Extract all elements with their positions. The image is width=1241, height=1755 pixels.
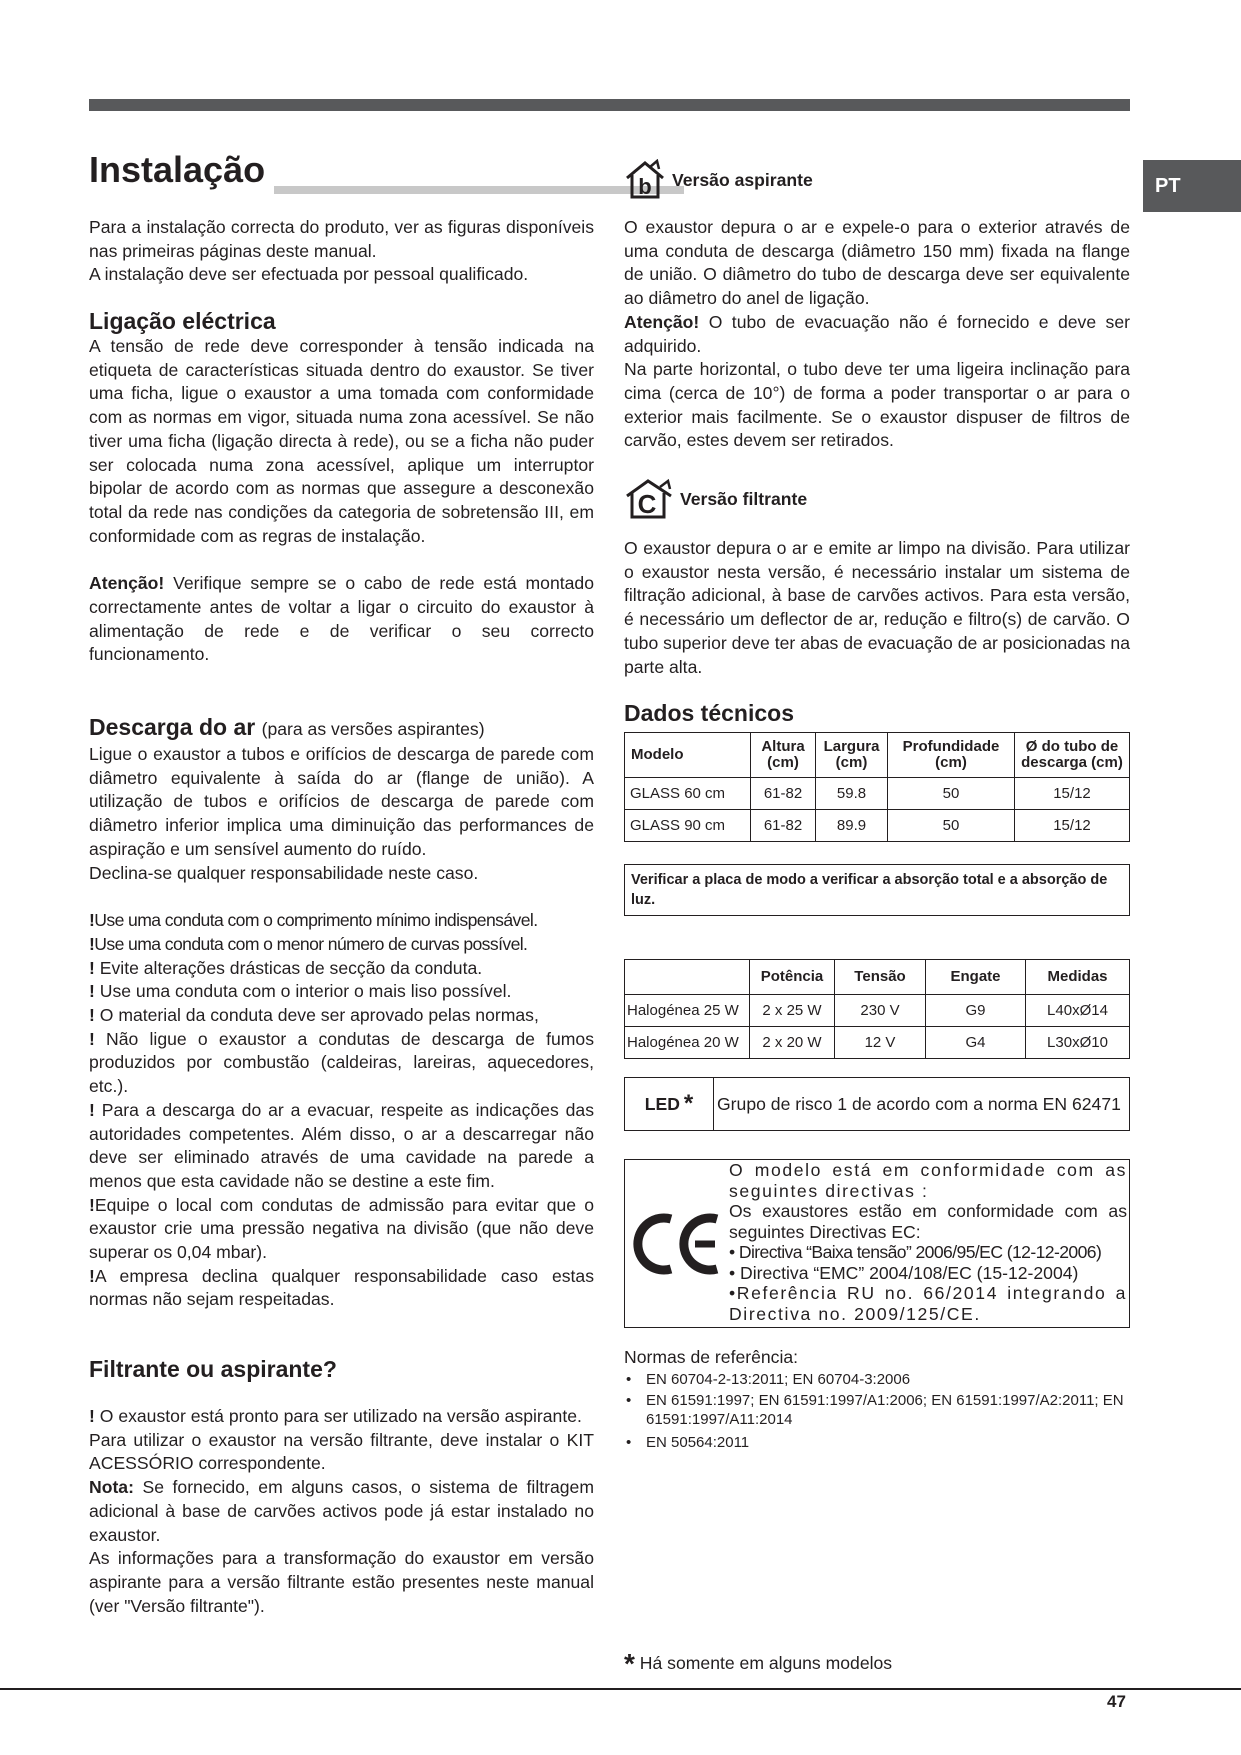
warning-item xyxy=(89,1265,594,1312)
discharge-section xyxy=(89,714,594,1312)
table-cell: 2 x 25 W xyxy=(750,995,835,1027)
warning-item xyxy=(89,1099,594,1194)
warning-mark: ! xyxy=(89,957,95,978)
page-title: Instalação xyxy=(89,149,266,190)
ce-line: •Referência RU no. 66/2014 integrando a Directiva no. 2009/125/CE. xyxy=(729,1283,1127,1324)
ce-box xyxy=(624,1159,1130,1328)
table-cell: GLASS 90 cm xyxy=(625,810,751,842)
ce-line: • Directiva “Baixa tensão” 2006/95/EC (12-12-2006) xyxy=(729,1242,1102,1262)
warning-item xyxy=(89,1028,594,1099)
filter-paragraph: Para utilizar o exaustor na versão filtrante, deve instalar o KIT ACESSÓRIO correspondente. xyxy=(89,1429,594,1474)
table-cell: 2 x 20 W xyxy=(750,1027,835,1059)
aspirante-attention xyxy=(624,311,1130,358)
warning-text: Equipe o local com condutas de admissão para evitar que o exaustor crie uma pressão negativa na divisão (que não deve superar os 0,04 mbar). xyxy=(89,1194,594,1263)
table-cell: 61-82 xyxy=(751,778,816,810)
header-text: descarga (cm) xyxy=(1021,754,1123,771)
title-underline xyxy=(274,186,684,194)
warning-item xyxy=(89,957,594,981)
warning-text: Use uma conduta com o menor número de curvas possível. xyxy=(94,933,528,954)
filter-paragraph xyxy=(89,1405,594,1429)
electrical-attention xyxy=(89,572,594,667)
language-tab: PT xyxy=(1143,160,1241,212)
table-header xyxy=(625,733,751,778)
aspirante-body: Na parte horizontal, o tubo deve ter uma ligeira inclinação para cima (cerca de 10°) de forma a poder transportar o ar para o exterior mais facilmente. Se o exaustor dispuser de filtros de carvão, estes devem ser retirados. xyxy=(624,359,1130,451)
ce-text xyxy=(729,1160,1129,1327)
table-cell: 15/12 xyxy=(1015,778,1130,810)
warning-mark: ! xyxy=(89,910,95,931)
ce-mark-icon xyxy=(625,1160,729,1327)
table-cell: G9 xyxy=(926,995,1026,1027)
table-cell: 50 xyxy=(888,778,1015,810)
ce-line: • Directiva “EMC” 2004/108/EC (15-12-2004) xyxy=(729,1262,1079,1283)
table-header-row xyxy=(625,960,1130,995)
attention-text: Verifique sempre se o cabo de rede está montado correctamente antes de voltar a ligar o circuito do exaustor à alimentação de rede e de verificar o seu correcto funcionamento. xyxy=(89,573,594,665)
filtrante-section xyxy=(624,537,1130,679)
note-text: Se fornecido, em alguns casos, o sistema de filtragem adicional à base de carvões activos pode já estar instalado no exaustor. xyxy=(89,1477,594,1545)
intro-section xyxy=(89,216,594,287)
table-cell: GLASS 60 cm xyxy=(625,778,751,810)
attention-label: Atenção! xyxy=(624,311,700,332)
warnings-list xyxy=(89,909,594,1312)
section-heading: Filtrante ou aspirante? xyxy=(89,1356,337,1382)
header-text: Altura xyxy=(761,738,805,755)
warning-text: Para a descarga do ar a evacuar, respeite as indicações das autoridades competentes. Além disso, o ar a descarregar não deve ser eliminado através de uma cavidade na parede a menos que esta cavidade não se destine a este fim. xyxy=(89,1099,594,1191)
table-row xyxy=(625,810,1130,842)
warning-mark: ! xyxy=(89,1005,95,1026)
table-cell: 15/12 xyxy=(1015,810,1130,842)
discharge-body: Ligue o exaustor a tubos e orifícios de descarga de parede com diâmetro equivalente à saída do ar (flange de união). A utilização de tubos e orifícios de descarga de parede com diâmetro inferior implica uma diminuição das performances de aspiração e um sensível aumento do ruído. xyxy=(89,744,594,859)
discharge-heading-sub: (para as versões aspirantes) xyxy=(261,719,485,739)
section-heading: Versão aspirante xyxy=(672,169,813,190)
warning-mark: ! xyxy=(89,981,95,1002)
house-filter-icon xyxy=(624,477,674,521)
lamp-table xyxy=(624,959,1130,1059)
tech-data-section xyxy=(624,700,1130,727)
title-block xyxy=(89,150,594,190)
section-heading: Ligação eléctrica xyxy=(89,308,276,334)
discharge-disclaimer: Declina-se qualquer responsabilidade neste caso. xyxy=(89,862,479,883)
note-label: Nota: xyxy=(89,1477,134,1498)
warning-text: O material da conduta deve ser aprovado pelas normas, xyxy=(94,1005,539,1026)
warning-item xyxy=(89,933,594,957)
footer-rule xyxy=(0,1688,1241,1690)
warning-mark: ! xyxy=(89,933,95,954)
reference-standards xyxy=(624,1346,1144,1452)
filter-text: O exaustor está pronto para ser utilizado na versão aspirante. xyxy=(94,1406,582,1426)
list-item: • EN 61591:1997; EN 61591:1997/A1:2006; EN 61591:1997/A2:2011; EN 61591:1997/A11:2014 xyxy=(624,1391,1144,1429)
warning-item xyxy=(89,980,594,1004)
table-header: Tensão xyxy=(835,960,926,995)
table-cell: 61-82 xyxy=(751,810,816,842)
table-cell: 230 V xyxy=(835,995,926,1027)
table-row xyxy=(625,995,1130,1027)
section-heading: Dados técnicos xyxy=(624,700,794,726)
table-cell: G4 xyxy=(926,1027,1026,1059)
table-header-row xyxy=(625,733,1130,778)
header-text: Largura xyxy=(823,738,880,755)
footnote-text: Há somente em alguns modelos xyxy=(639,1653,893,1673)
table-cell: 59.8 xyxy=(816,778,888,810)
warning-mark: ! xyxy=(89,1028,95,1049)
warning-mark: ! xyxy=(89,1265,95,1286)
header-text: (cm) xyxy=(835,754,868,771)
header-text: (cm) xyxy=(935,754,967,771)
led-label xyxy=(625,1078,714,1130)
header-rule xyxy=(89,99,1130,111)
electrical-section xyxy=(89,308,594,667)
section-heading: Versão filtrante xyxy=(680,488,808,509)
plate-note-box: Verificar a placa de modo a verificar a absorção total e a absorção de luz. xyxy=(624,864,1130,916)
table-row xyxy=(625,1027,1130,1059)
table-cell: 89.9 xyxy=(816,810,888,842)
table-header xyxy=(816,733,888,778)
footnote-star: * xyxy=(624,1648,635,1679)
warning-text: Use uma conduta com o comprimento mínimo indispensável. xyxy=(94,910,538,931)
refs-list xyxy=(624,1370,1144,1452)
header-text: Ø do tubo de xyxy=(1025,738,1119,755)
warning-text: Use uma conduta com o interior o mais liso possível. xyxy=(94,981,512,1002)
icon-letter: b xyxy=(638,174,652,199)
list-item: • EN 50564:2011 xyxy=(624,1433,1144,1452)
warning-item xyxy=(89,1004,594,1028)
filter-or-suction-section xyxy=(89,1356,594,1618)
warning-text: Não ligue o exaustor a condutas de descarga de fumos produzidos por combustão (caldeiras, lareiras, aquecedores, etc.). xyxy=(89,1028,594,1097)
intro-paragraph: A instalação deve ser efectuada por pessoal qualificado. xyxy=(89,264,529,285)
aspirante-section xyxy=(624,216,1130,453)
icon-letter: C xyxy=(637,489,657,519)
warning-mark: ! xyxy=(89,1194,95,1215)
table-cell: L30xØ10 xyxy=(1026,1027,1130,1059)
warning-mark: ! xyxy=(89,1406,95,1426)
filtrante-body: O exaustor depura o ar e emite ar limpo na divisão. Para utilizar o exaustor nesta versão, é necessário instalar um sistema de filtração adicional, à base de carvões activos. Para esta versão, é necessário um deflector de ar, redução e filtro(s) de carvão. O tubo superior deve ter abas de evacuação de ar posicionadas na parte alta. xyxy=(624,538,1130,677)
aspirante-heading xyxy=(624,159,813,201)
footnote xyxy=(624,1648,892,1680)
header-text: Profundidade xyxy=(902,738,1000,755)
section-heading xyxy=(89,714,594,743)
led-text: Grupo de risco 1 de acordo com a norma EN 62471 xyxy=(717,1093,1121,1114)
table-row xyxy=(625,778,1130,810)
electrical-body: A tensão de rede deve corresponder à tensão indicada na etiqueta de características situada dentro do exaustor. Se tiver uma ficha, ligue o exaustor a uma tomada com conformidade com as normas em vigor, situada numa zona acessível. Se não tiver uma ficha (ligação directa à rede), ou se a ficha não puder ser colocada numa zona acessível, aplique um interruptor bipolar de acordo com as normas que assegure a desconexão total da rede nas condições da categoria de sobretensão III, em conformidade com as regras de instalação. xyxy=(89,336,594,546)
table-header xyxy=(888,733,1015,778)
warning-text: Evite alterações drásticas de secção da conduta. xyxy=(94,957,483,978)
table-cell: Halogénea 20 W xyxy=(625,1027,750,1059)
warning-item xyxy=(89,909,594,933)
tech-data-table xyxy=(624,732,1130,842)
table-cell: 12 V xyxy=(835,1027,926,1059)
led-box xyxy=(624,1077,1130,1131)
table-header xyxy=(751,733,816,778)
warning-text: A empresa declina qualquer responsabilidade caso estas normas não sejam respeitadas. xyxy=(89,1265,594,1310)
page-number: 47 xyxy=(1107,1692,1126,1711)
ce-logo xyxy=(633,1209,721,1279)
ce-line: Os exaustores estão em conformidade com as seguintes Directivas EC: xyxy=(729,1201,1127,1242)
list-item: • EN 60704-2-13:2011; EN 60704-3:2006 xyxy=(624,1370,1144,1389)
table-header xyxy=(625,960,750,995)
intro-paragraph: Para a instalação correcta do produto, ver as figuras disponíveis nas primeiras páginas deste manual. xyxy=(89,217,594,261)
header-text: Modelo xyxy=(631,746,684,763)
led-star: * xyxy=(683,1090,694,1117)
attention-text: O tubo de evacuação não é fornecido e deve ser adquirido. xyxy=(624,311,1130,356)
header-text: (cm) xyxy=(767,754,799,771)
table-cell: 50 xyxy=(888,810,1015,842)
filtrante-heading xyxy=(624,477,807,521)
filter-paragraph: As informações para a transformação do exaustor em versão aspirante para a versão filtrante estão presentes neste manual (ver "Versão filtrante"). xyxy=(89,1548,594,1616)
table-cell: L40xØ14 xyxy=(1026,995,1130,1027)
table-header: Medidas xyxy=(1026,960,1130,995)
house-extraction-icon xyxy=(624,159,666,201)
table-cell: Halogénea 25 W xyxy=(625,995,750,1027)
table-header: Potência xyxy=(750,960,835,995)
warning-item xyxy=(89,1194,594,1265)
refs-title: Normas de referência: xyxy=(624,1347,799,1367)
filter-note xyxy=(89,1476,594,1547)
discharge-heading: Descarga do ar xyxy=(89,714,256,740)
table-header xyxy=(1015,733,1130,778)
warning-mark: ! xyxy=(89,1099,95,1120)
attention-label: Atenção! xyxy=(89,573,165,594)
aspirante-body: O exaustor depura o ar e expele-o para o exterior através de uma conduta de descarga (diâmetro 150 mm) fixada na flange de união. O diâmetro do tubo de descarga deve ser equivalente ao diâmetro do anel de ligação. xyxy=(624,217,1130,309)
table-header: Engate xyxy=(926,960,1026,995)
led-label-text: LED xyxy=(644,1093,680,1114)
ce-line: O modelo está em conformidade com as seguintes directivas : xyxy=(729,1160,1127,1201)
